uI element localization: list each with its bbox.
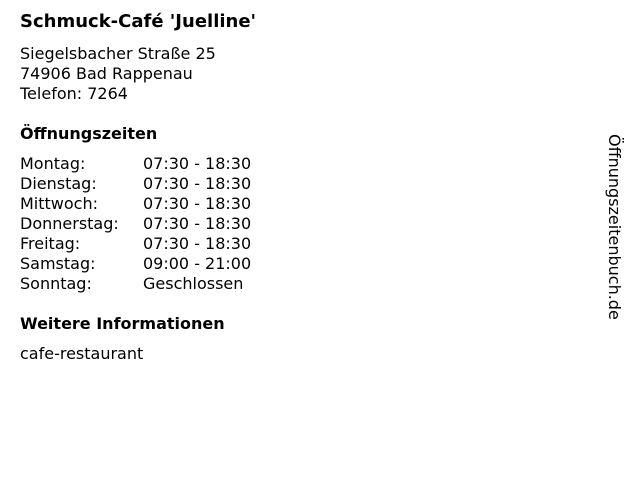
hours-time: 07:30 - 18:30 bbox=[143, 214, 252, 233]
phone-number: Telefon: 7264 bbox=[20, 84, 128, 103]
hours-row-wednesday bbox=[20, 194, 251, 214]
hours-day: Dienstag: bbox=[20, 174, 97, 193]
hours-time: 09:00 - 21:00 bbox=[143, 254, 252, 273]
hours-day: Montag: bbox=[20, 154, 86, 173]
hours-time: 07:30 - 18:30 bbox=[143, 234, 252, 253]
hours-time: 07:30 - 18:30 bbox=[143, 194, 252, 213]
category-text: cafe-restaurant bbox=[20, 344, 144, 363]
opening-hours-heading: Öffnungszeiten bbox=[20, 124, 158, 143]
hours-row-tuesday bbox=[20, 174, 251, 194]
hours-time: 07:30 - 18:30 bbox=[143, 174, 252, 193]
address-block bbox=[20, 44, 216, 104]
hours-day: Samstag: bbox=[20, 254, 96, 273]
hours-row-monday bbox=[20, 154, 251, 174]
hours-row-sunday bbox=[20, 274, 251, 294]
hours-day: Donnerstag: bbox=[20, 214, 119, 233]
hours-day: Mittwoch: bbox=[20, 194, 98, 213]
more-info-heading: Weitere Informationen bbox=[20, 314, 225, 333]
site-watermark: Öffnungszeitenbuch.de bbox=[605, 134, 624, 320]
hours-row-saturday bbox=[20, 254, 251, 274]
opening-hours-table bbox=[20, 154, 251, 294]
business-name: Schmuck-Café 'Juelline' bbox=[20, 11, 257, 32]
hours-time: Geschlossen bbox=[143, 274, 244, 293]
hours-day: Sonntag: bbox=[20, 274, 92, 293]
hours-day: Freitag: bbox=[20, 234, 81, 253]
street-address: Siegelsbacher Straße 25 bbox=[20, 44, 216, 63]
city-address: 74906 Bad Rappenau bbox=[20, 64, 193, 83]
hours-time: 07:30 - 18:30 bbox=[143, 154, 252, 173]
hours-row-friday bbox=[20, 234, 251, 254]
hours-row-thursday bbox=[20, 214, 251, 234]
